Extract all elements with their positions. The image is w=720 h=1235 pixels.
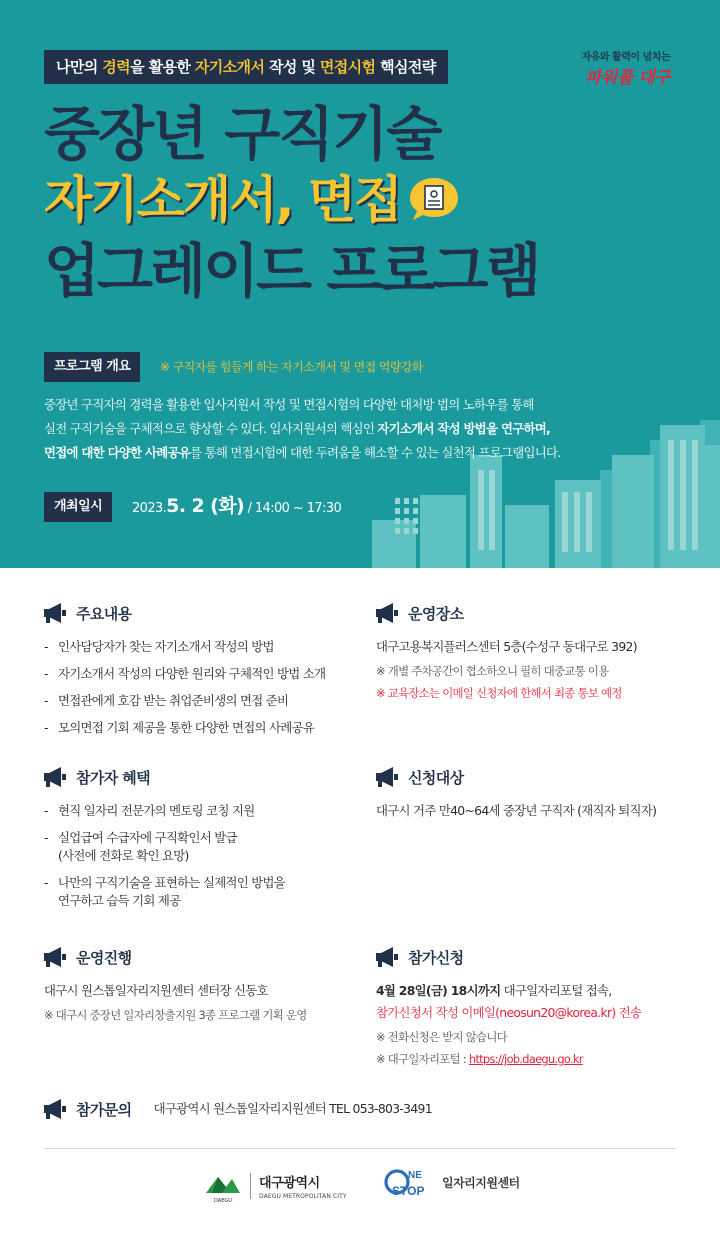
list-item: - 모의면접 기회 제공을 통한 다양한 면접의 사례공유: [44, 720, 315, 735]
megaphone-icon: [44, 1099, 66, 1119]
date-label: 개최일시: [44, 492, 112, 522]
section-apply: [376, 944, 641, 1070]
overview-description: [44, 393, 684, 465]
onestop-logo-mark-icon: [384, 1164, 440, 1200]
daegu-korean-name: 대구광역시: [259, 1176, 320, 1191]
svg-text:NE: NE: [408, 1170, 422, 1181]
brand-slogan: 자유와 활력이 넘치는: [581, 52, 670, 63]
megaphone-icon: [44, 767, 66, 787]
section-benefits: [44, 764, 285, 919]
document-speech-bubble-icon: [408, 176, 460, 222]
inquiry-contact: 대구광역시 원스톱일자리지원센터 TEL 053-803-3491: [153, 1101, 432, 1116]
daegu-mountain-icon: [204, 1168, 242, 1198]
overview-line-1: 중장년 구직자의 경력을 활용한 입사지원서 작성 및 면접시험의 다양한 대처방 법의 노하우를 통해: [44, 397, 534, 412]
daegu-mark-text: DAEGU: [214, 1198, 232, 1204]
list-item: - 인사담당자가 찾는 자기소개서 작성의 방법: [44, 639, 274, 654]
section-main-content: [44, 600, 325, 746]
overview-label: 프로그램 개요: [44, 352, 140, 382]
section-inquiry: [44, 1096, 432, 1122]
title-line-1: 중장년 구직기술: [44, 100, 441, 168]
list-item: - 면접관에게 호감 받는 취업준비생의 면접 준비: [44, 693, 289, 708]
onestop-center-logo: [384, 1164, 520, 1200]
section-operation: [44, 944, 307, 1026]
title-line-2: 자기소개서, 면접: [44, 171, 401, 229]
event-date: 2023.5. 2 (화) / 14:00 ~ 17:30: [132, 495, 342, 517]
venue-address: 대구고용복지플러스센터 5층(수성구 동대구로 392): [376, 639, 637, 654]
megaphone-icon: [44, 603, 66, 623]
list-item: - 나만의 구직기술을 표현하는 실제적인 방법을 연구하고 습득 기회 제공: [44, 875, 286, 908]
operation-note: ※ 대구시 중장년 일자리창출지원 3종 프로그램 기획 운영: [44, 1008, 307, 1022]
venue-parking-note: ※ 개별 주차공간이 협소하오니 필히 대중교통 이용: [376, 664, 609, 678]
section-title: 주요내용: [76, 604, 132, 623]
apply-email: 참가신청서 작성 이메일(neosun20@korea.kr) 전송: [376, 1005, 642, 1020]
list-item: - 실업급여 수급자에 구직확인서 발급 (사전에 전화로 확인 요망): [44, 830, 237, 863]
megaphone-icon: [376, 947, 398, 967]
section-venue: [376, 600, 637, 704]
section-title: 운영장소: [408, 604, 464, 623]
list-item: - 자기소개서 작성의 다양한 원리와 구체적인 방법 소개: [44, 666, 326, 681]
section-title: 참가신청: [408, 948, 464, 967]
apply-phone-note: ※ 전화신청은 받지 않습니다: [376, 1030, 507, 1044]
megaphone-icon: [376, 767, 398, 787]
operation-host: 대구시 원스톱일자리지원센터 센터장 신동호: [44, 983, 268, 998]
overview-line-2: 실전 구직기술을 구체적으로 향상할 수 있다. 입사지원서의 핵심인 자기소개서 작성 방법을 연구하며,: [44, 421, 551, 436]
apply-deadline: 4월 28일(금) 18시까지 대구일자리포털 접속,: [376, 983, 612, 998]
section-title: 참가자 혜택: [76, 768, 151, 787]
target-description: 대구시 거주 만40~64세 중장년 구직자 (재직자 퇴직자): [376, 803, 657, 818]
section-title: 참가문의: [76, 1100, 132, 1119]
megaphone-icon: [44, 947, 66, 967]
overview-note: ※ 구직자를 힘들게 하는 자기소개서 및 면접 역량강화: [160, 360, 423, 374]
svg-text:STOP: STOP: [392, 1184, 425, 1198]
section-target: [376, 764, 656, 820]
logo-separator: [250, 1173, 251, 1199]
onestop-center-name: 일자리지원센터: [442, 1175, 520, 1190]
megaphone-icon: [376, 603, 398, 623]
powerful-daegu-logo: [582, 48, 670, 88]
overview-line-3: 면접에 대한 다양한 사례공유를 통해 면접시험에 대한 두려움을 해소할 수 있는 실천적 프로그램입니다.: [44, 445, 561, 460]
list-item: - 현직 일자리 전문가의 멘토링 코칭 지원: [44, 803, 255, 818]
footer-divider: [44, 1148, 676, 1149]
hero-banner: [0, 0, 720, 568]
brand-name: 파워풀 대구: [584, 68, 670, 88]
tagline-bar: 나만의 경력을 활용한 자기소개서 작성 및 면접시험 핵심전략: [44, 50, 448, 84]
daegu-city-logo: [204, 1168, 347, 1204]
section-title: 운영진행: [76, 948, 132, 967]
portal-link[interactable]: https://job.daegu.go.kr: [468, 1052, 583, 1066]
apply-portal-note: ※ 대구일자리포털 : https://job.daegu.go.kr: [376, 1052, 583, 1066]
title-line-3: 업그레이드 프로그램: [44, 237, 539, 305]
section-title: 신청대상: [408, 768, 464, 787]
venue-notice-note: ※ 교육장소는 이메일 신청자에 한해서 최종 통보 예정: [376, 686, 622, 700]
daegu-english-name: DAEGU METROPOLITAN CITY: [259, 1193, 347, 1200]
